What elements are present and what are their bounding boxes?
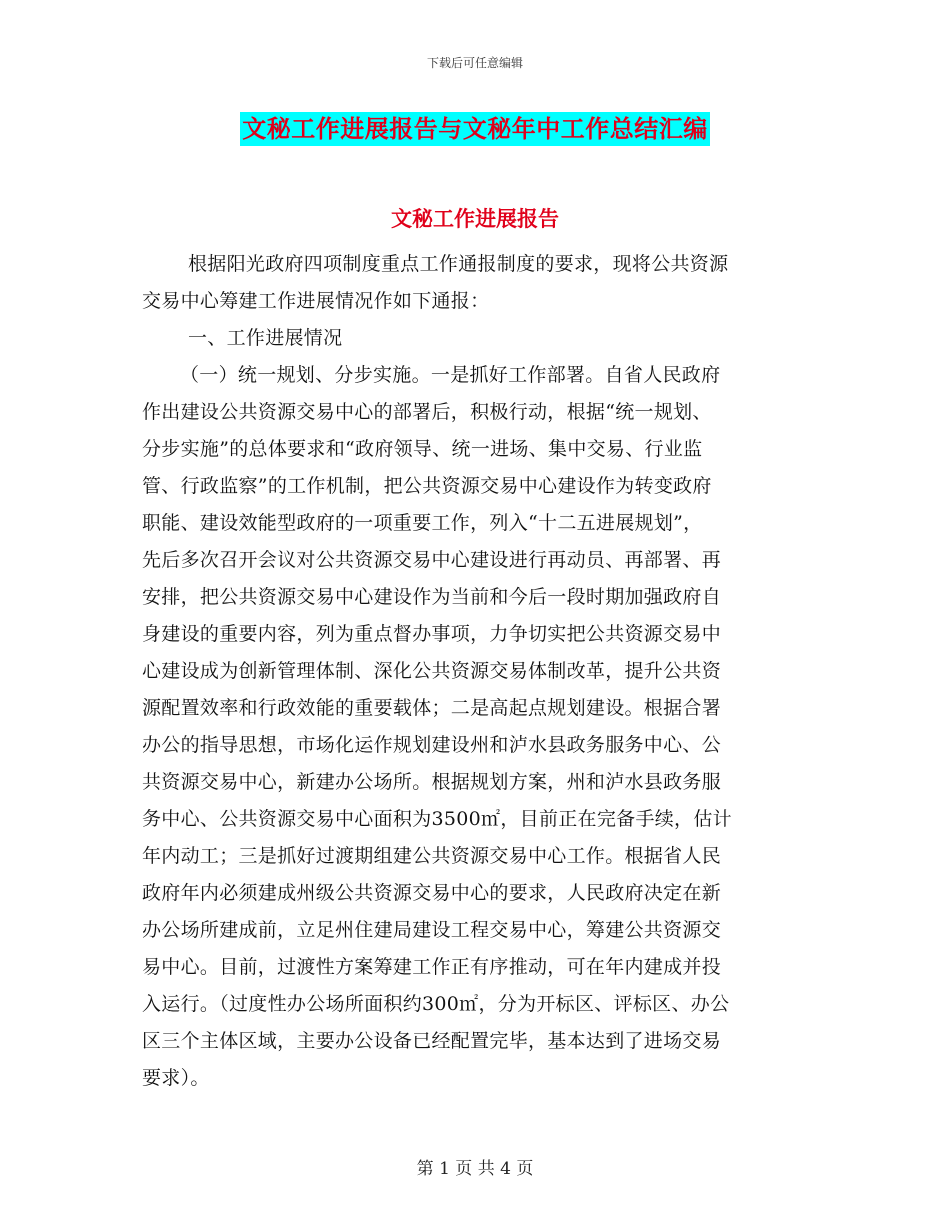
paragraph-line: 分步实施”的总体要求和“政府领导、统一进场、集中交易、行业监 bbox=[142, 438, 703, 460]
section-title: 文秘工作进展报告 bbox=[391, 207, 559, 231]
paragraph-line: 管、行政监察”的工作机制，把公共资源交易中心建设作为转变政府 bbox=[142, 475, 712, 497]
paragraph-line: 易中心。目前，过渡性方案筹建工作正有序推动，可在年内建成并投 bbox=[142, 956, 722, 978]
body-text bbox=[142, 246, 810, 1097]
paragraph-line: 作出建设公共资源交易中心的部署后，积极行动，根据“统一规划、 bbox=[142, 401, 712, 423]
paragraph-line: 政府年内必须建成州级公共资源交易中心的要求，人民政府决定在新 bbox=[142, 882, 722, 904]
paragraph-line: 先后多次召开会议对公共资源交易中心建设进行再动员、再部署、再 bbox=[142, 549, 722, 571]
paragraph-line: 办公的指导思想，市场化运作规划建设州和泸水县政务服务中心、公 bbox=[142, 734, 722, 756]
main-title-wrap bbox=[0, 112, 950, 146]
paragraph-line: 源配置效率和行政效能的重要载体；二是高起点规划建设。根据合署 bbox=[142, 697, 722, 719]
section-heading: 一、工作进展情况 bbox=[188, 327, 343, 349]
paragraph-line: 心建设成为创新管理体制、深化公共资源交易体制改革，提升公共资 bbox=[142, 660, 722, 682]
document-title: 文秘工作进展报告与文秘年中工作总结汇编 bbox=[240, 112, 710, 146]
paragraph-line: 要求）。 bbox=[142, 1067, 210, 1089]
paragraph-line: 入运行。（过度性办公场所面积约300㎡，分为开标区、评标区、办公 bbox=[142, 993, 730, 1015]
paragraph-line: 根据阳光政府四项制度重点工作通报制度的要求，现将公共资源 bbox=[188, 253, 729, 275]
page-number-footer: 第 1 页 共 4 页 bbox=[416, 1159, 534, 1179]
paragraph-line: 身建设的重要内容，列为重点督办事项，力争切实把公共资源交易中 bbox=[142, 623, 722, 645]
paragraph-line: 职能、建设效能型政府的一项重要工作，列入“十二五进展规划”， bbox=[142, 512, 703, 534]
header-note: 下载后可任意编辑 bbox=[426, 56, 523, 70]
paragraph-line: 年内动工；三是抓好过渡期组建公共资源交易中心工作。根据省人民 bbox=[142, 845, 722, 867]
paragraph-line: 共资源交易中心，新建办公场所。根据规划方案，州和泸水县政务服 bbox=[142, 771, 722, 793]
paragraph-line: 安排，把公共资源交易中心建设作为当前和今后一段时期加强政府自 bbox=[142, 586, 722, 608]
paragraph-line: 办公场所建成前，立足州住建局建设工程交易中心，筹建公共资源交 bbox=[142, 919, 722, 941]
paragraph-line: 交易中心筹建工作进展情况作如下通报： bbox=[142, 290, 490, 312]
paragraph-line: （一）统一规划、分步实施。一是抓好工作部署。自省人民政府 bbox=[180, 364, 721, 386]
paragraph-line: 区三个主体区域，主要办公设备已经配置完毕，基本达到了进场交易 bbox=[142, 1030, 722, 1052]
paragraph-line: 务中心、公共资源交易中心面积为3500㎡，目前正在完备手续，估计 bbox=[142, 808, 732, 830]
